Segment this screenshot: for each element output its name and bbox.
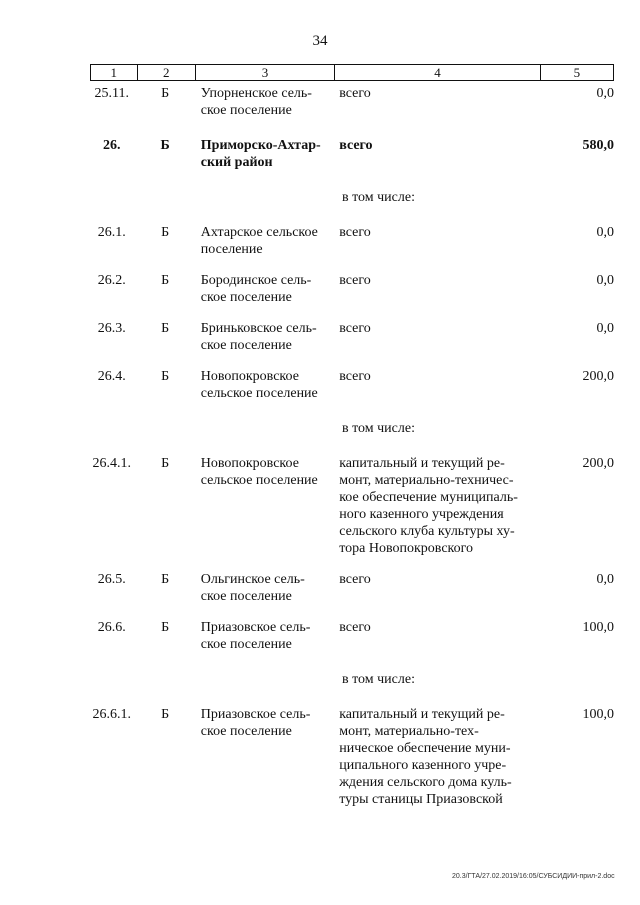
row-category: Б xyxy=(161,225,170,240)
row-name: Новопокровское сельское поселение xyxy=(200,456,318,488)
row-value: 0,0 xyxy=(596,572,615,587)
row-value: 580,0 xyxy=(582,138,615,153)
column-header-2: 2 xyxy=(137,65,195,81)
row-value: 0,0 xyxy=(596,225,615,240)
row-name: Приморско-Ахтар- ский район xyxy=(200,138,321,170)
row-description: всего xyxy=(339,225,371,240)
table-row xyxy=(90,455,614,557)
subheading-text: в том числе: xyxy=(342,421,415,436)
table-row xyxy=(90,368,614,402)
row-value: 100,0 xyxy=(582,707,615,722)
table-row xyxy=(90,224,614,258)
table-row xyxy=(90,320,614,354)
row-number: 26.6. xyxy=(97,620,126,635)
column-header-4: 4 xyxy=(335,65,541,81)
row-value: 100,0 xyxy=(582,620,615,635)
row-description: капитальный и текущий ре- монт, материально-техничес- кое обеспечение муниципаль- ного казенного учреждения сельского клуба культуры ху- тора Новопокровского xyxy=(339,456,518,556)
row-number: 25.11. xyxy=(94,86,129,101)
row-name: Бородинское сель- ское поселение xyxy=(200,273,312,305)
row-description: всего xyxy=(339,138,373,153)
row-value: 200,0 xyxy=(582,456,615,471)
row-category: Б xyxy=(161,456,170,471)
row-category: Б xyxy=(160,138,170,153)
row-category: Б xyxy=(161,86,170,101)
row-name: Приазовское сель- ское поселение xyxy=(200,707,311,739)
row-name: Бриньковское сель- ское поселение xyxy=(200,321,317,353)
file-path-footer: 20.3/ГТА/27.02.2019/16:05/СУБСИДИИ-прил-2.doc xyxy=(452,873,615,880)
row-value: 0,0 xyxy=(596,273,615,288)
row-name: Приазовское сель- ское поселение xyxy=(200,620,311,652)
row-category: Б xyxy=(161,572,170,587)
column-header-table xyxy=(90,64,614,81)
table-row xyxy=(90,272,614,306)
row-number: 26.4.1. xyxy=(92,456,131,471)
row-name: Новопокровское сельское поселение xyxy=(200,369,318,401)
row-category: Б xyxy=(161,321,170,336)
row-number: 26.3. xyxy=(97,321,126,336)
row-description: всего xyxy=(339,572,371,587)
row-number: 26.4. xyxy=(97,369,126,384)
row-description: всего xyxy=(339,273,371,288)
row-category: Б xyxy=(161,273,170,288)
table-row xyxy=(90,706,614,808)
row-category: Б xyxy=(161,707,170,722)
table-row xyxy=(90,571,614,605)
row-number: 26. xyxy=(103,138,121,153)
column-header-1: 1 xyxy=(91,65,138,81)
row-number: 26.1. xyxy=(97,225,126,240)
table-row xyxy=(90,85,614,119)
row-number: 26.2. xyxy=(97,273,126,288)
row-description: капитальный и текущий ре- монт, материально-тех- ническое обеспечение муни- ципального казенного учре- ждения сельского дома куль- туры станицы Приазовской xyxy=(339,707,512,807)
column-header-3: 3 xyxy=(195,65,334,81)
subheading-text: в том числе: xyxy=(342,672,415,687)
table-row xyxy=(90,619,614,653)
column-header-5: 5 xyxy=(540,65,613,81)
row-value: 200,0 xyxy=(582,369,615,384)
row-description: всего xyxy=(339,620,371,635)
row-description: всего xyxy=(339,86,371,101)
row-value: 0,0 xyxy=(596,86,615,101)
row-name: Ольгинское сель- ское поселение xyxy=(200,572,305,604)
row-name: Упорненское сель- ское поселение xyxy=(200,86,312,118)
row-number: 26.5. xyxy=(97,572,126,587)
page-number: 34 xyxy=(312,33,328,49)
row-description: всего xyxy=(339,369,371,384)
subheading-text: в том числе: xyxy=(342,190,415,205)
row-category: Б xyxy=(161,369,170,384)
table-body xyxy=(90,85,614,808)
row-category: Б xyxy=(161,620,170,635)
row-description: всего xyxy=(339,321,371,336)
row-name: Ахтарское сельское поселение xyxy=(200,225,318,257)
row-number: 26.6.1. xyxy=(92,707,131,722)
table-row xyxy=(90,137,614,171)
row-value: 0,0 xyxy=(596,321,615,336)
